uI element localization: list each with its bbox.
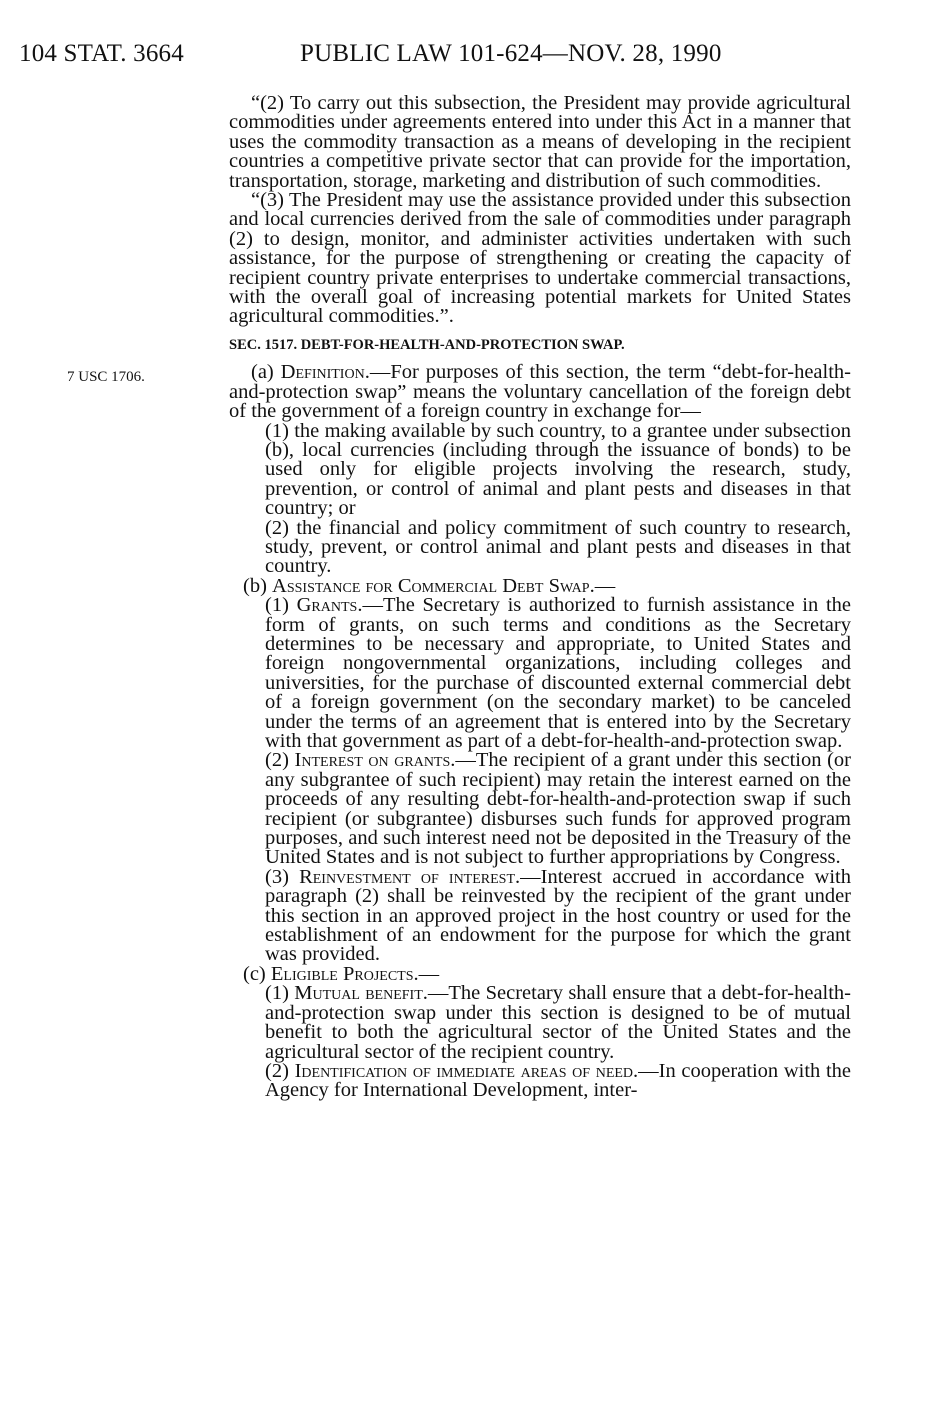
subsection-b-para-2 xyxy=(229,751,851,867)
subsection-a-para-2: (2) the financial and policy commitment of such country to research, study, prevent, or control animal and plant pests and diseases in that country. xyxy=(265,516,851,578)
subsection-c-heading: Eligible Projects xyxy=(270,962,414,985)
b3-lead: (3) xyxy=(265,865,300,888)
b1-text: .—The Secretary is authorized to furnish assistance in the form of grants, on such terms and conditions as the Secretary determines to be necessary and appropriate, to United States and foreign nongovernmental organizations, including colleges and universities, for the purchase of discounted external commercial debt of a foreign government (on the secondary market) to be canceled under the terms of an agreement that is entered into by the Secretary with that government as part of a debt-for-health-and-protection swap. xyxy=(265,594,851,752)
b1-heading: Grants xyxy=(296,594,358,617)
c2-lead: (2) xyxy=(265,1059,295,1082)
b2-text: .—The recipient of a grant under this section (or any subgrantee of such recipient) may retain the interest earned on the proceeds of any resulting debt-for-health-and-protection swap if such recipient (or subgrantee) disburses such funds for approved program purposes, and such interest need not be deposited in the Treasury of the United States and is not subject to further appropriations by Congress. xyxy=(265,749,851,869)
subsection-b-heading: Assistance for Commercial Debt Swap xyxy=(272,574,590,597)
subsection-c-tail: .— xyxy=(413,962,440,985)
c2-heading: Identification of immediate areas of need xyxy=(294,1059,634,1082)
subsection-a xyxy=(229,363,851,421)
subsection-a-lead: (a) xyxy=(251,361,281,384)
section-heading: SEC. 1517. DEBT-FOR-HEALTH-AND-PROTECTION SWAP. xyxy=(229,336,625,353)
page-header-stat: 104 STAT. 3664 xyxy=(19,40,184,67)
subsection-b-para-3 xyxy=(229,865,851,966)
b2-lead: (2) xyxy=(265,749,295,772)
subsection-a-text: .—For purposes of this section, the term “debt-for-health-and-protection swap” means the voluntary cancellation of the foreign debt of the government of a foreign country in exchange for— xyxy=(229,361,851,423)
subsection-c-lead: (c) xyxy=(243,962,271,985)
subsection-a-para-1: (1) the making available by such country, to a grantee under subsection (b), local currencies (including through the issuance of bonds) to be used only for eligible projects involving the research, study, prevention, or control of animal and plant pests and diseases in that country; or xyxy=(265,419,851,520)
b3-heading: Reinvestment of interest xyxy=(299,865,516,888)
subsection-a-heading: Definition xyxy=(280,361,365,384)
subsection-c-para-1 xyxy=(229,984,851,1062)
c2-text: .—In cooperation with the Agency for International Development, inter- xyxy=(265,1059,851,1102)
paragraph-2: “(2) To carry out this subsection, the President may provide agricultural commodities under agreements entered into under this Act in a manner that uses the commodity transaction as a means of developing in the recipient countries a competitive private sector that can provide for the importation, transportation, storage, marketing and distribution of such commodities. xyxy=(229,92,851,192)
page-header-law: PUBLIC LAW 101-624—NOV. 28, 1990 xyxy=(300,40,722,67)
c1-text: .—The Secretary shall ensure that a debt-for-health-and-protection swap under this section is designed to be of mutual benefit to both the agricultural sector of the United States and the agricultural sector of the recipient country. xyxy=(265,982,852,1063)
document-body xyxy=(229,94,851,1101)
b1-lead: (1) xyxy=(265,594,297,617)
paragraph-3: “(3) The President may use the assistance provided under this subsection and local currencies derived from the sale of commodities under paragraph (2) to design, monitor, and administer activities undertaken with such assistance, for the purpose of strengthening or creating the capacity of recipient country private enterprises to undertake commercial transactions, with the overall goal of increasing potential markets for United States agricultural commodities.”. xyxy=(229,189,851,328)
subsection-b-para-1 xyxy=(229,596,851,751)
subsection-b-tail: .— xyxy=(589,574,616,597)
b2-heading: Interest on grants xyxy=(294,749,451,772)
c1-heading: Mutual benefit xyxy=(294,982,423,1005)
subsection-c-para-2 xyxy=(229,1059,851,1102)
b3-text: .—Interest accrued in accordance with paragraph (2) shall be reinvested by the recipient of the grant under this section in an approved project in the host country or used for the establishment of an endowment for the purpose for which the grant was provided. xyxy=(265,865,851,966)
c1-lead: (1) xyxy=(265,982,295,1005)
subsection-b-lead: (b) xyxy=(243,574,273,597)
margin-citation: 7 USC 1706. xyxy=(67,369,145,385)
